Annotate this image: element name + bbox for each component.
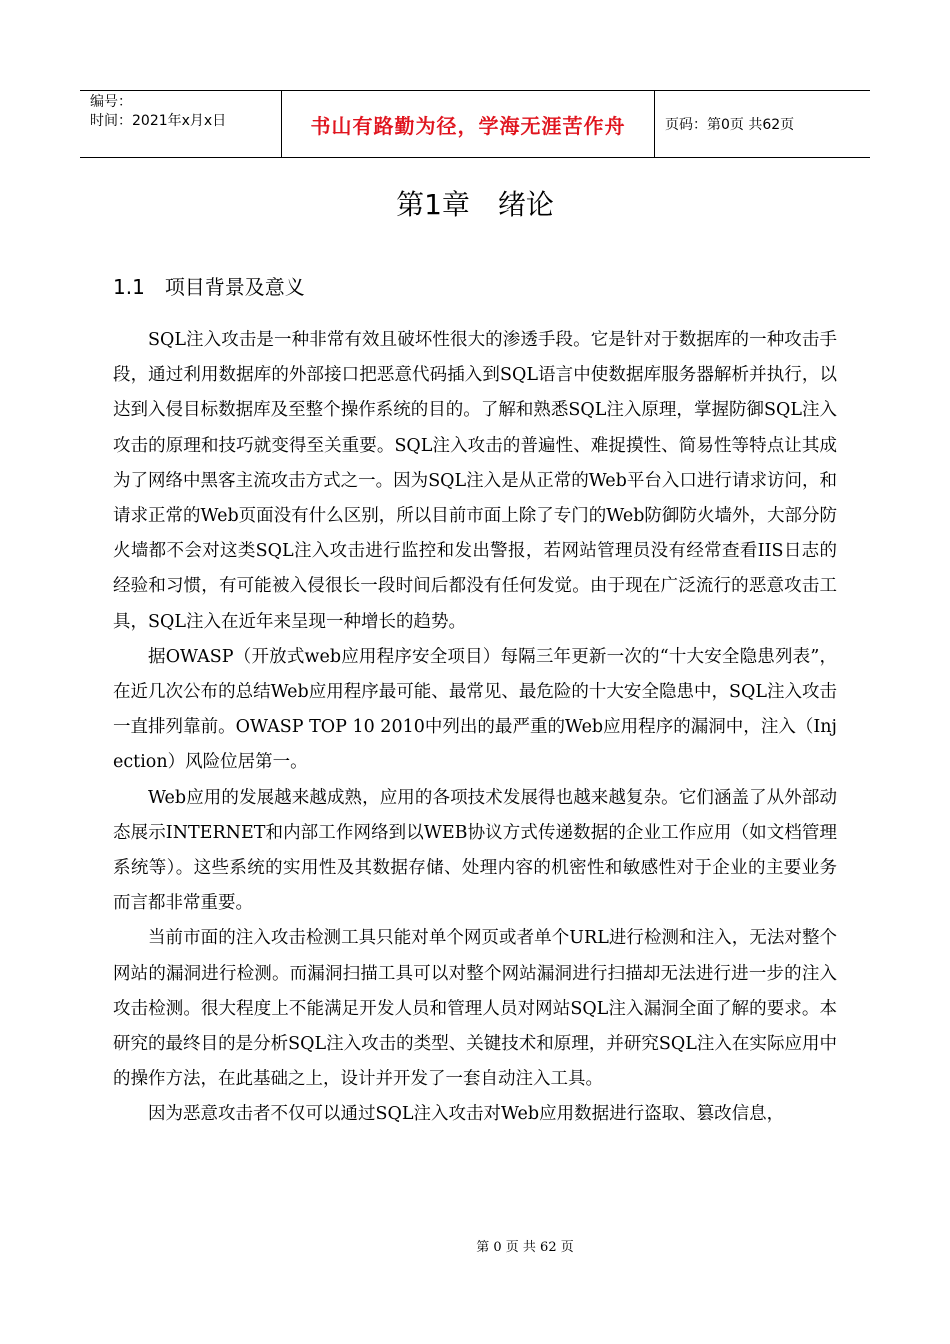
header-motto: 书山有路勤为径，学海无涯苦作舟: [282, 91, 655, 157]
paragraph: 当前市面的注入攻击检测工具只能对单个网页或者单个URL进行检测和注入，无法对整个网站的漏洞进行检测。而漏洞扫描工具可以对整个网站漏洞进行扫描却无法进行进一步的注入攻击检测。很大程度上不能满足开发人员和管理人员对网站SQL注入漏洞全面了解的要求。本研究的最终目的是分析SQL注入攻击的类型、关键技术和原理，并研究SQL注入在实际应用中的操作方法，在此基础之上，设计并开发了一套自动注入工具。: [113, 928, 837, 1090]
section-title-text: 项目背景及意义: [164, 275, 305, 299]
page-footer: 第 0 页 共 62 页: [476, 1240, 574, 1255]
paragraph: 因为恶意攻击者不仅可以通过SQL注入攻击对Web应用数据进行盗取、篡改信息，: [148, 1104, 785, 1125]
chapter-title: 第1章 绪论: [396, 188, 554, 221]
document-time-label: 时间：2021年x月x日: [90, 113, 227, 129]
body-text: [113, 323, 837, 1133]
page-header: [80, 90, 870, 158]
paragraph: 据OWASP（开放式web应用程序安全项目）每隔三年更新一次的“十大安全隐患列表”，在近几次公布的总结Web应用程序最可能、最常见、最危险的十大安全隐患中，SQL注入攻击一直排列靠前。OWASP TOP 10 2010中列出的最严重的Web应用程序的漏洞中，注入（Injection）风险位居第一。: [113, 646, 837, 773]
section-number: 1.1: [113, 275, 145, 299]
header-meta: [80, 91, 282, 157]
document-number-label: 编号：: [90, 94, 132, 110]
section-heading: [113, 272, 305, 302]
paragraph: Web应用的发展越来越成熟，应用的各项技术发展得也越来越复杂。它们涵盖了从外部动态展示INTERNET和内部工作网络到以WEB协议方式传递数据的企业工作应用（如文档管理系统等）。这些系统的实用性及其数据存储、处理内容的机密性和敏感性对于企业的主要业务而言都非常重要。: [113, 787, 837, 914]
header-page-info: 页码：第0页 共62页: [665, 117, 795, 133]
paragraph: SQL注入攻击是一种非常有效且破坏性很大的渗透手段。它是针对于数据库的一种攻击手段，通过利用数据库的外部接口把恶意代码插入到SQL语言中使数据库服务器解析并执行，以达到入侵目标数据库及至整个操作系统的目的。了解和熟悉SQL注入原理，掌握防御SQL注入攻击的原理和技巧就变得至关重要。SQL注入攻击的普遍性、难捉摸性、简易性等特点让其成为了网络中黑客主流攻击方式之一。因为SQL注入是从正常的Web平台入口进行请求访问，和请求正常的Web页面没有什么区别，所以目前市面上除了专门的Web防御防火墙外，大部分防火墙都不会对这类SQL注入攻击进行监控和发出警报，若网站管理员没有经常查看IIS日志的经验和习惯，有可能被入侵很长一段时间后都没有任何发觉。由于现在广泛流行的恶意攻击工具，SQL注入在近年来呈现一种增长的趋势。: [113, 330, 837, 632]
